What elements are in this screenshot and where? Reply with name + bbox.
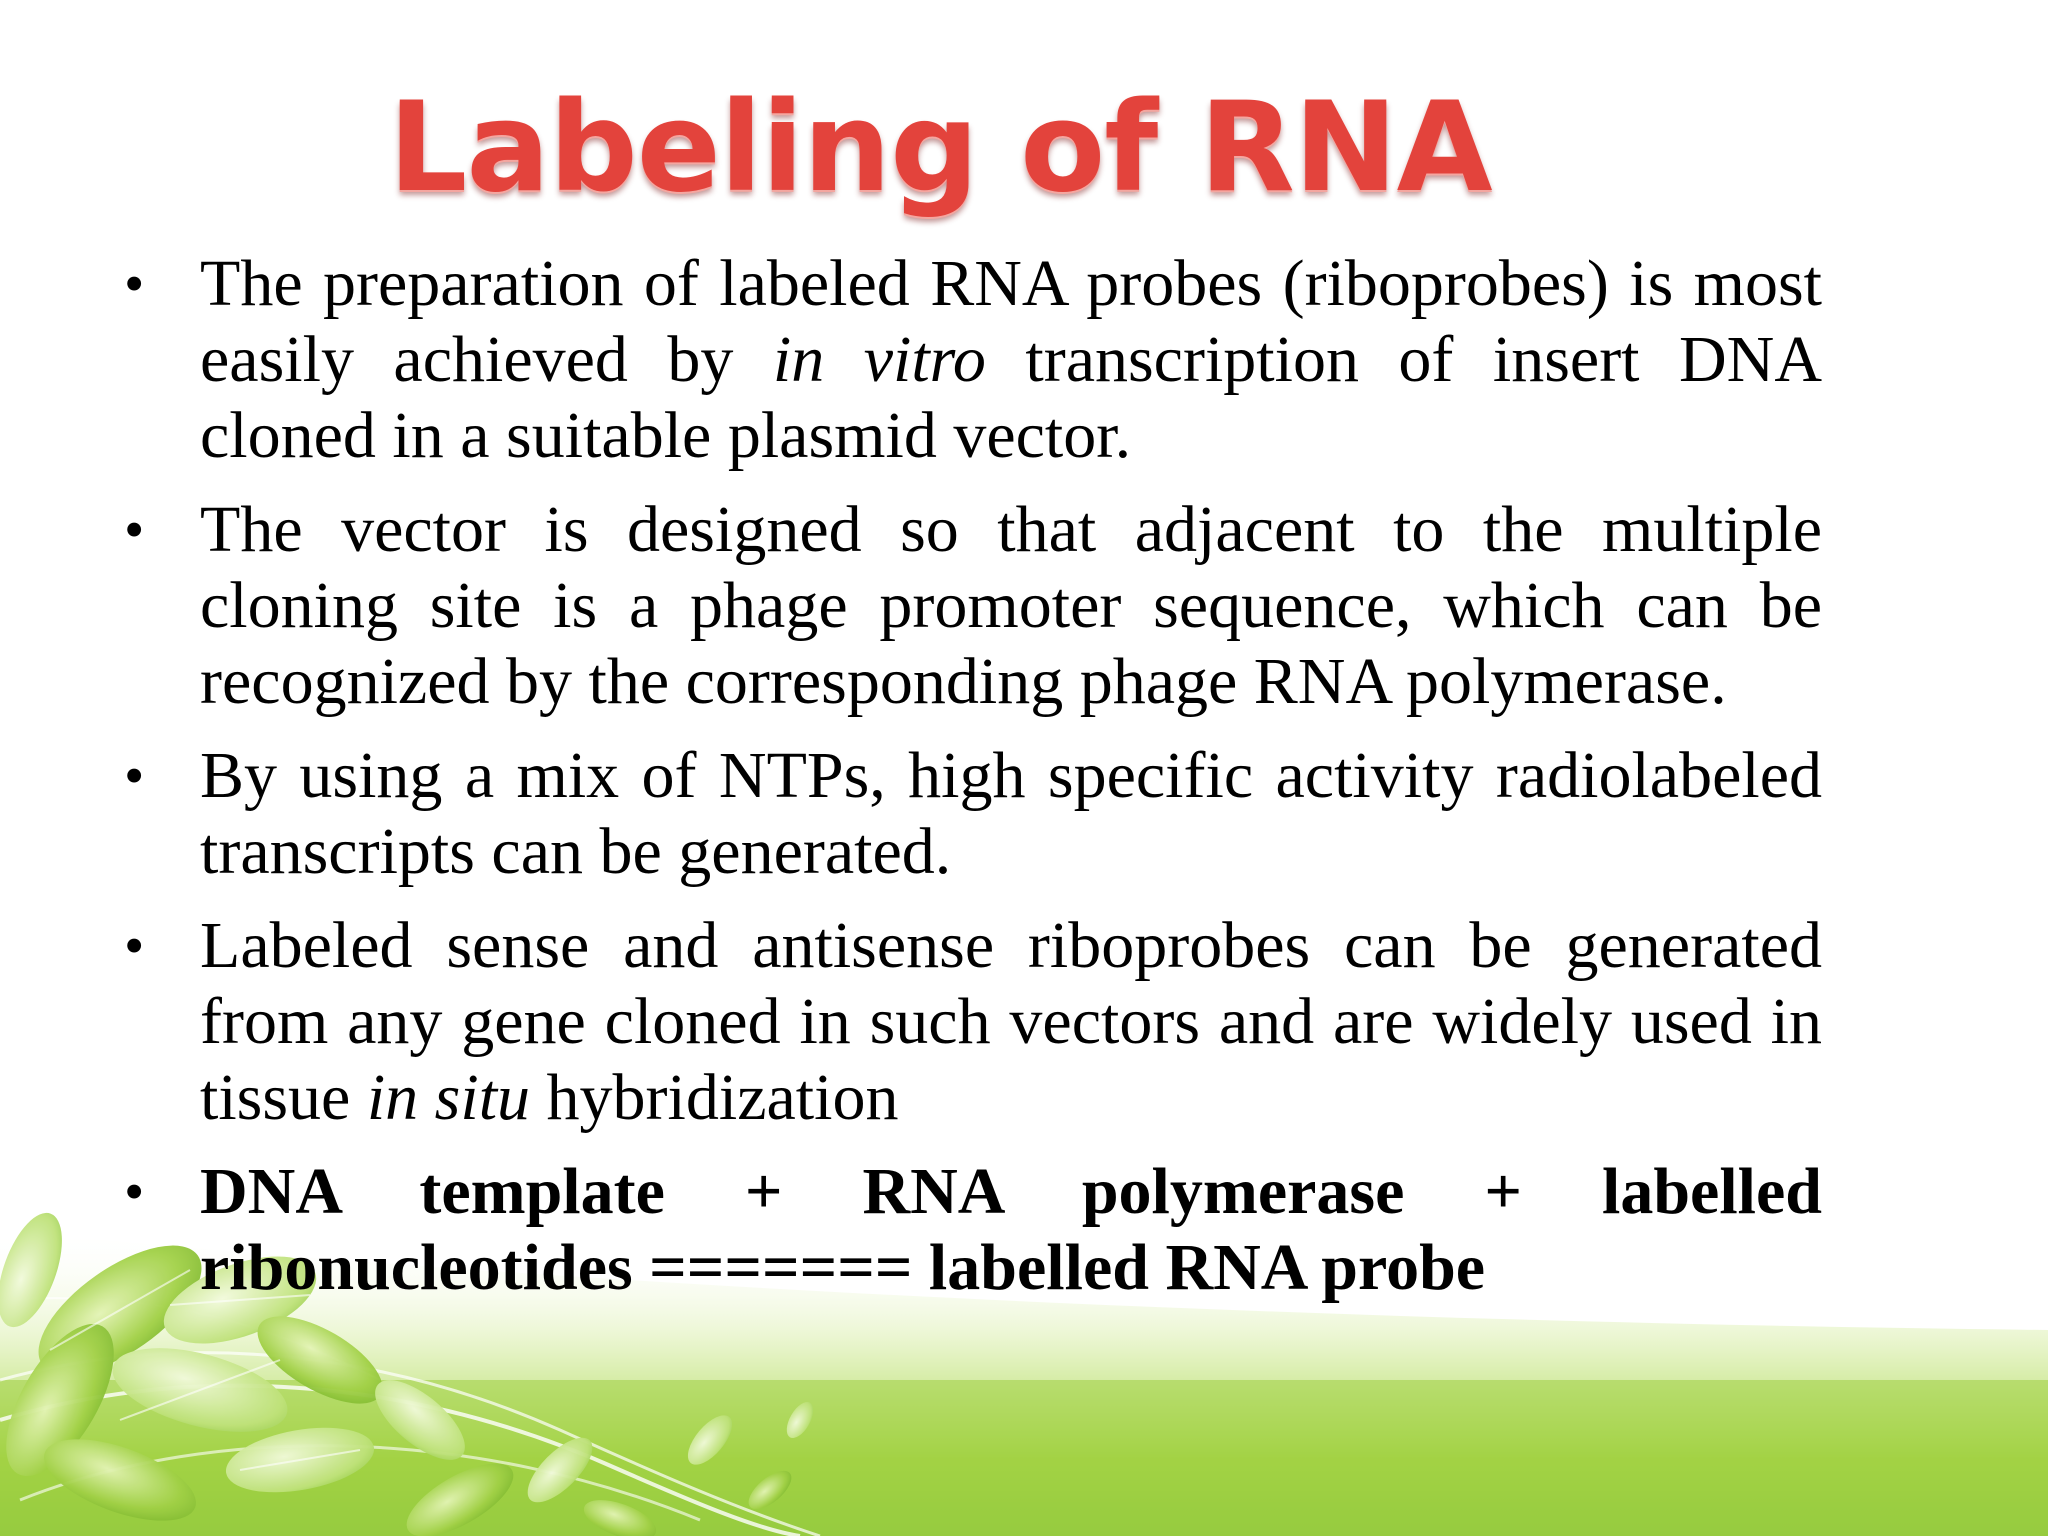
list-item-text — [200, 247, 1822, 472]
bullet-icon: • — [124, 497, 145, 562]
list-item-text — [200, 493, 1822, 718]
list-item — [110, 908, 1822, 1136]
text-run: The preparation of labeled RNA probes (riboprobes) is most easily achieved by — [200, 247, 1822, 396]
text-run-bold: DNA template + RNA polymerase + labelled ribonucleotides ======= labelled RNA probe — [200, 1155, 1822, 1304]
bullet-icon: • — [124, 743, 145, 808]
page-title: Labeling of RNA — [388, 76, 1492, 220]
text-run: hybridization — [530, 1061, 899, 1134]
bullet-icon: • — [124, 251, 145, 316]
list-item — [110, 246, 1822, 474]
bullet-icon: • — [124, 913, 145, 978]
list-item — [110, 492, 1822, 720]
bullet-icon: • — [124, 1159, 145, 1224]
bullet-list — [110, 246, 1822, 1324]
text-run: Labeled sense and antisense riboprobes can be generated from any gene cloned in such vectors and are widely used in tissue — [200, 909, 1822, 1134]
list-item-text — [200, 739, 1822, 888]
text-run-italic: in vitro — [772, 323, 986, 396]
text-run: The vector is designed so that adjacent to the multiple cloning site is a phage promoter sequence, which can be recognized by the corresponding phage RNA polymerase. — [200, 493, 1822, 718]
list-item — [110, 1154, 1822, 1306]
list-item-text — [200, 1155, 1822, 1304]
text-run: transcription of insert DNA cloned in a suitable plasmid vector. — [200, 323, 1822, 472]
list-item-text — [200, 909, 1822, 1134]
text-run-italic: in situ — [366, 1061, 531, 1134]
text-run: By using a mix of NTPs, high specific activity radiolabeled transcripts can be generated. — [200, 739, 1822, 888]
list-item — [110, 738, 1822, 890]
